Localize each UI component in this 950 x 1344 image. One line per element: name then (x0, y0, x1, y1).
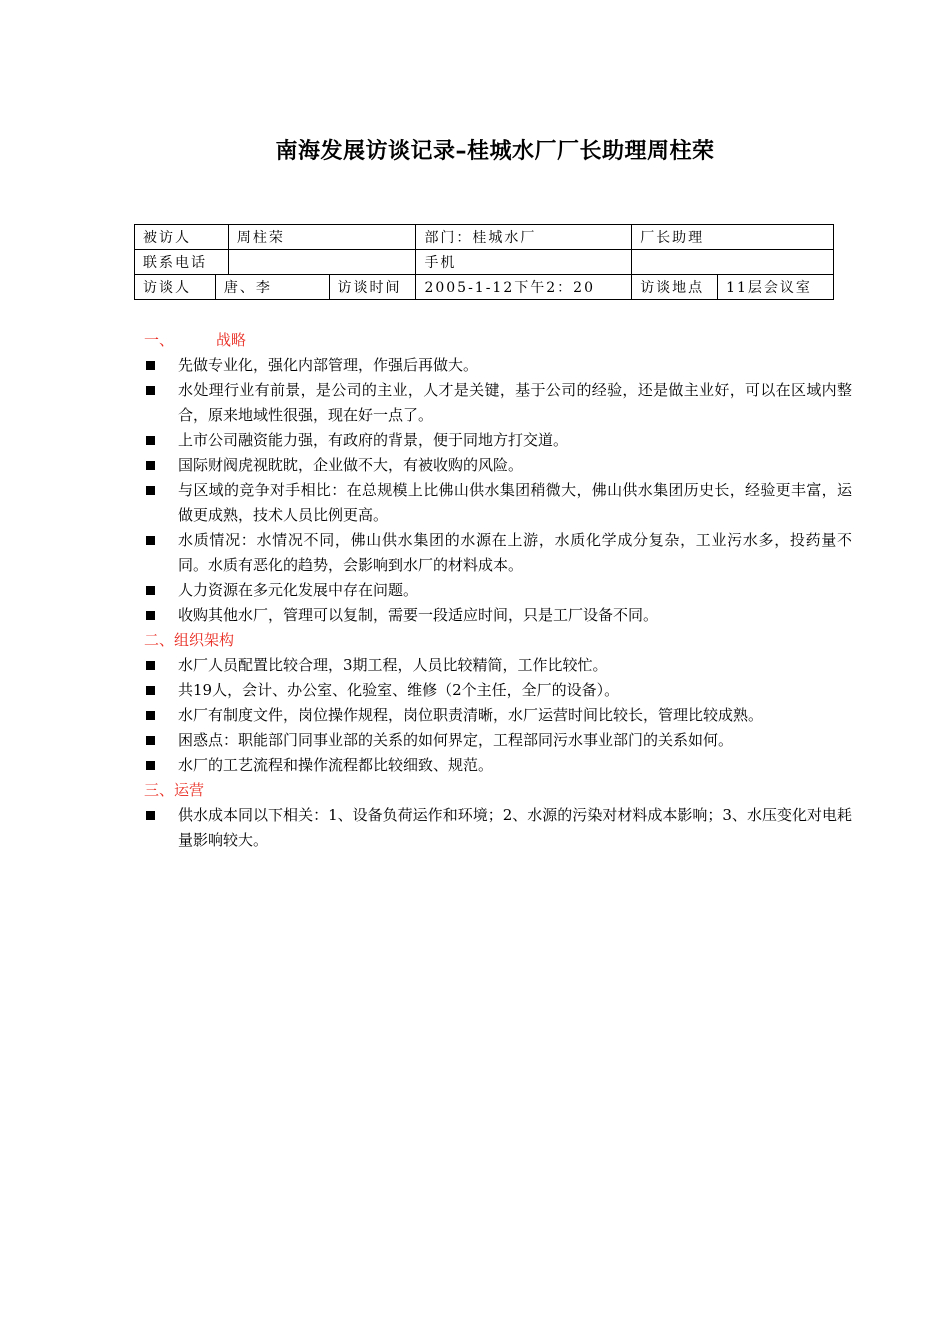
section-heading-operations (144, 778, 852, 803)
interviewer-value: 唐、李 (215, 275, 329, 300)
square-bullet-icon (146, 486, 155, 495)
square-bullet-icon (146, 436, 155, 445)
square-bullet-icon (146, 661, 155, 670)
list-item: 上市公司融资能力强，有政府的背景，便于同地方打交道。 (144, 428, 852, 453)
page-title: 南海发展访谈记录–桂城水厂厂长助理周柱荣 (275, 139, 715, 164)
section-heading-organization (144, 628, 852, 653)
list-item: 共19人，会计、办公室、化验室、维修（2个主任，全厂的设备）。 (144, 678, 852, 703)
list-item: 水厂有制度文件，岗位操作规程，岗位职责清晰，水厂运营时间比较长，管理比较成熟。 (144, 703, 852, 728)
square-bullet-icon (146, 761, 155, 770)
interviewee-value: 周柱荣 (228, 225, 416, 250)
mobile-value (632, 250, 834, 275)
square-bullet-icon (146, 736, 155, 745)
table-row (135, 275, 834, 300)
section-heading-strategy (144, 328, 852, 353)
section-number: 三、 (144, 781, 175, 799)
square-bullet-icon (146, 811, 155, 820)
place-label: 访谈地点 (632, 275, 718, 300)
interviewer-label: 访谈人 (135, 275, 216, 300)
place-value: 11层会议室 (718, 275, 834, 300)
list-item: 水厂人员配置比较合理，3期工程，人员比较精简，工作比较忙。 (144, 653, 852, 678)
phone-label: 联系电话 (135, 250, 229, 275)
table-row (135, 250, 834, 275)
table-row (135, 225, 834, 250)
list-item: 困惑点：职能部门同事业部的关系的如何界定，工程部同污水事业部门的关系如何。 (144, 728, 852, 753)
square-bullet-icon (146, 611, 155, 620)
list-item: 收购其他水厂，管理可以复制，需要一段适应时间，只是工厂设备不同。 (144, 603, 852, 628)
phone-value (228, 250, 416, 275)
square-bullet-icon (146, 361, 155, 370)
interview-content (144, 328, 852, 853)
section-title: 战略 (216, 331, 247, 349)
list-item: 水厂的工艺流程和操作流程都比较细致、规范。 (144, 753, 852, 778)
list-item: 水质情况：水情况不同，佛山供水集团的水源在上游，水质化学成分复杂，工业污水多，投药量不同。水质有恶化的趋势，会影响到水厂的材料成本。 (144, 528, 852, 578)
time-label: 访谈时间 (329, 275, 416, 300)
square-bullet-icon (146, 536, 155, 545)
list-item: 供水成本同以下相关：1、设备负荷运作和环境；2、水源的污染对材料成本影响；3、水压变化对电耗量影响较大。 (144, 803, 852, 853)
list-item: 国际财阀虎视眈眈，企业做不大，有被收购的风险。 (144, 453, 852, 478)
list-item: 人力资源在多元化发展中存在问题。 (144, 578, 852, 603)
section-title: 组织架构 (174, 631, 235, 649)
square-bullet-icon (146, 586, 155, 595)
department-label: 部门：桂城水厂 (416, 225, 632, 250)
position-value: 厂长助理 (632, 225, 834, 250)
interview-info-table (134, 224, 834, 300)
list-item: 与区域的竞争对手相比：在总规模上比佛山供水集团稍微大，佛山供水集团历史长，经验更丰富，运做更成熟，技术人员比例更高。 (144, 478, 852, 528)
square-bullet-icon (146, 461, 155, 470)
section-title: 运营 (174, 781, 205, 799)
interviewee-label: 被访人 (135, 225, 229, 250)
square-bullet-icon (146, 386, 155, 395)
section-number: 一、 (144, 331, 175, 349)
time-value: 2005-1-12下午2：20 (416, 275, 632, 300)
square-bullet-icon (146, 686, 155, 695)
mobile-label: 手机 (416, 250, 632, 275)
section-number: 二、 (144, 631, 175, 649)
list-item: 先做专业化，强化内部管理，作强后再做大。 (144, 353, 852, 378)
list-item: 水处理行业有前景，是公司的主业，人才是关键，基于公司的经验，还是做主业好，可以在区域内整合，原来地域性很强，现在好一点了。 (144, 378, 852, 428)
square-bullet-icon (146, 711, 155, 720)
